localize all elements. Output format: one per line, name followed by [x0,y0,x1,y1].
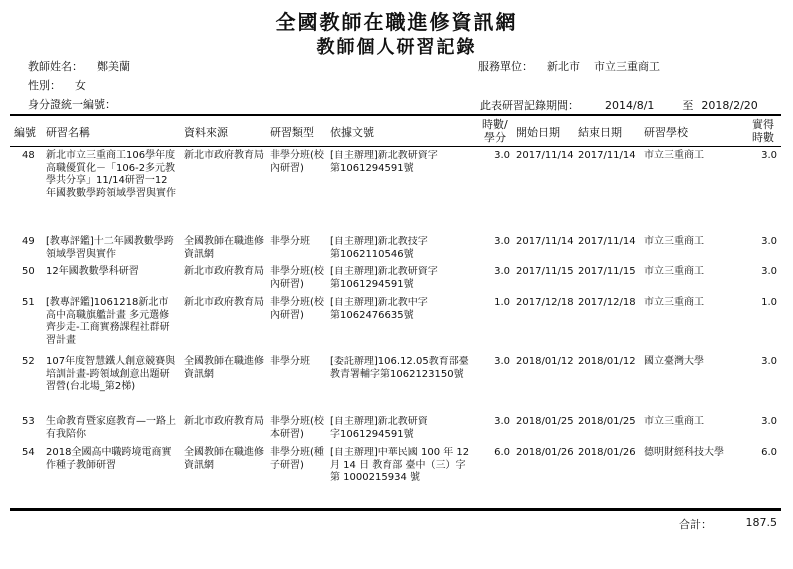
col-header-start: 開始日期 [516,126,560,139]
teacher-name-value: 鄭美蘭 [97,60,130,73]
gender-label: 性別： [28,79,61,92]
row-school: 市立三重商工 [644,416,704,427]
row-end-date: 2018/01/25 [578,416,636,427]
row-doc-number: [自主辦理]新北教中字 第1062476635號 [330,297,428,321]
header-top-rule [10,114,781,116]
row-school: 國立臺灣大學 [644,356,704,367]
row-no: 53 [22,416,35,427]
record-period-field [480,97,758,113]
page-subtitle: 教師個人研習記錄 [316,37,477,58]
row-school: 市立三重商工 [644,150,704,161]
row-doc-number: [自主辦理]新北教研資字 第1061294591號 [330,150,438,174]
row-earned-hours: 3.0 [761,356,777,367]
header-bottom-rule [10,146,781,147]
row-end-date: 2017/12/18 [578,297,636,308]
row-source: 新北市政府教育局 [184,416,264,427]
row-doc-number: [自主辦理]中華民國 100 年 12 月 14 日 教育部 臺中（三）字 第 1000215934 號 [330,447,470,483]
service-unit-field [478,58,660,74]
record-period-end: 2018/2/20 [701,99,758,112]
row-source: 全國教師在職進修資訊網 [184,236,264,260]
col-header-earned-1: 實得 [752,118,774,131]
service-unit-label: 服務單位： [478,60,533,73]
col-header-doc: 依據文號 [330,126,374,139]
row-end-date: 2018/01/26 [578,447,636,458]
service-unit-city: 新北市 [547,60,580,73]
row-no: 54 [22,447,35,458]
row-no: 50 [22,266,35,277]
row-doc-number: [自主辦理]新北教研資字 第1061294591號 [330,266,438,290]
row-course-name: 107年度智慧鐵人創意競賽與培訓計畫-跨領域創意出題研習營(台北場_第2梯) [46,356,176,392]
row-start-date: 2017/11/14 [516,236,574,247]
row-no: 48 [22,150,35,161]
row-course-name: [教專評鑑]十二年國教數學跨領域學習與實作 [46,236,174,260]
gender-field [28,77,86,93]
record-period-to: 至 [682,99,694,112]
col-header-earned-2: 時數 [752,131,774,144]
row-hours: 3.0 [494,150,510,161]
row-end-date: 2018/01/12 [578,356,636,367]
record-period-label: 此表研習記錄期間： [480,99,579,112]
row-course-name: [教專評鑑]1061218新北市高中高職旗艦計畫 多元選修齊步走-工商實務課程社群研習計畫 [46,297,170,346]
col-header-hours-2: 學分 [484,131,506,144]
row-type: 非學分班 [270,356,310,367]
row-type: 非學分班 [270,236,310,247]
row-start-date: 2018/01/26 [516,447,574,458]
col-header-end: 結束日期 [578,126,622,139]
row-end-date: 2017/11/14 [578,236,636,247]
col-header-type: 研習類型 [270,126,314,139]
row-doc-number: [委託辦理]106.12.05教育部臺 教青署輔字第1062123150號 [330,356,469,380]
row-end-date: 2017/11/14 [578,150,636,161]
row-source: 全國教師在職進修資訊網 [184,447,264,471]
row-start-date: 2017/12/18 [516,297,574,308]
row-hours: 3.0 [494,416,510,427]
row-start-date: 2018/01/12 [516,356,574,367]
col-header-source: 資料來源 [184,126,228,139]
row-type: 非學分班(校內研習) [270,266,324,290]
row-hours: 3.0 [494,266,510,277]
teacher-name-label: 教師姓名： [28,60,83,73]
row-source: 全國教師在職進修資訊網 [184,356,264,380]
row-course-name: 12年國教數學科研習 [46,266,139,277]
row-no: 49 [22,236,35,247]
row-start-date: 2018/01/25 [516,416,574,427]
row-start-date: 2017/11/14 [516,150,574,161]
col-header-hours-1: 時數/ [482,118,508,131]
row-no: 51 [22,297,35,308]
service-unit-school: 市立三重商工 [594,60,660,73]
col-header-school: 研習學校 [644,126,688,139]
gender-value: 女 [75,79,86,92]
row-course-name: 生命教育暨家庭教育—一路上有我陪你 [46,416,176,440]
row-hours: 6.0 [494,447,510,458]
row-doc-number: [自主辦理]新北教研資 字1061294591號 [330,416,428,440]
row-type: 非學分班(種子研習) [270,447,324,471]
row-type: 非學分班(校內研習) [270,297,324,321]
row-school: 德明財經科技大學 [644,447,724,458]
row-type: 非學分班(校本研習) [270,416,324,440]
row-earned-hours: 3.0 [761,150,777,161]
teacher-name-field [28,58,130,74]
row-source: 新北市政府教育局 [184,266,264,277]
row-hours: 3.0 [494,236,510,247]
footer-top-rule [10,508,781,511]
row-school: 市立三重商工 [644,236,704,247]
row-hours: 1.0 [494,297,510,308]
page-title: 全國教師在職進修資訊網 [275,10,518,34]
row-start-date: 2017/11/15 [516,266,574,277]
row-course-name: 2018全國高中職跨境電商實作種子教師研習 [46,447,172,471]
row-type: 非學分班(校內研習) [270,150,324,174]
row-end-date: 2017/11/15 [578,266,636,277]
record-period-start: 2014/8/1 [605,99,655,112]
row-hours: 3.0 [494,356,510,367]
row-course-name: 新北市立三重商工106學年度高職優質化－「106-2多元教學共分享」11/14研習一12年國教數學跨領域學習與實作 [46,150,176,199]
row-source: 新北市政府教育局 [184,150,264,161]
row-earned-hours: 3.0 [761,416,777,427]
row-source: 新北市政府教育局 [184,297,264,308]
row-earned-hours: 1.0 [761,297,777,308]
id-number-label: 身分證統一編號： [28,98,116,111]
id-number-field [28,96,130,112]
col-header-name: 研習名稱 [46,126,90,139]
col-header-no: 編號 [14,126,36,139]
row-school: 市立三重商工 [644,297,704,308]
row-earned-hours: 6.0 [761,447,777,458]
row-no: 52 [22,356,35,367]
row-school: 市立三重商工 [644,266,704,277]
total-label: 合計： [679,518,712,531]
total-value: 187.5 [745,516,777,529]
row-earned-hours: 3.0 [761,236,777,247]
row-doc-number: [自主辦理]新北教技字 第1062110546號 [330,236,428,260]
row-earned-hours: 3.0 [761,266,777,277]
